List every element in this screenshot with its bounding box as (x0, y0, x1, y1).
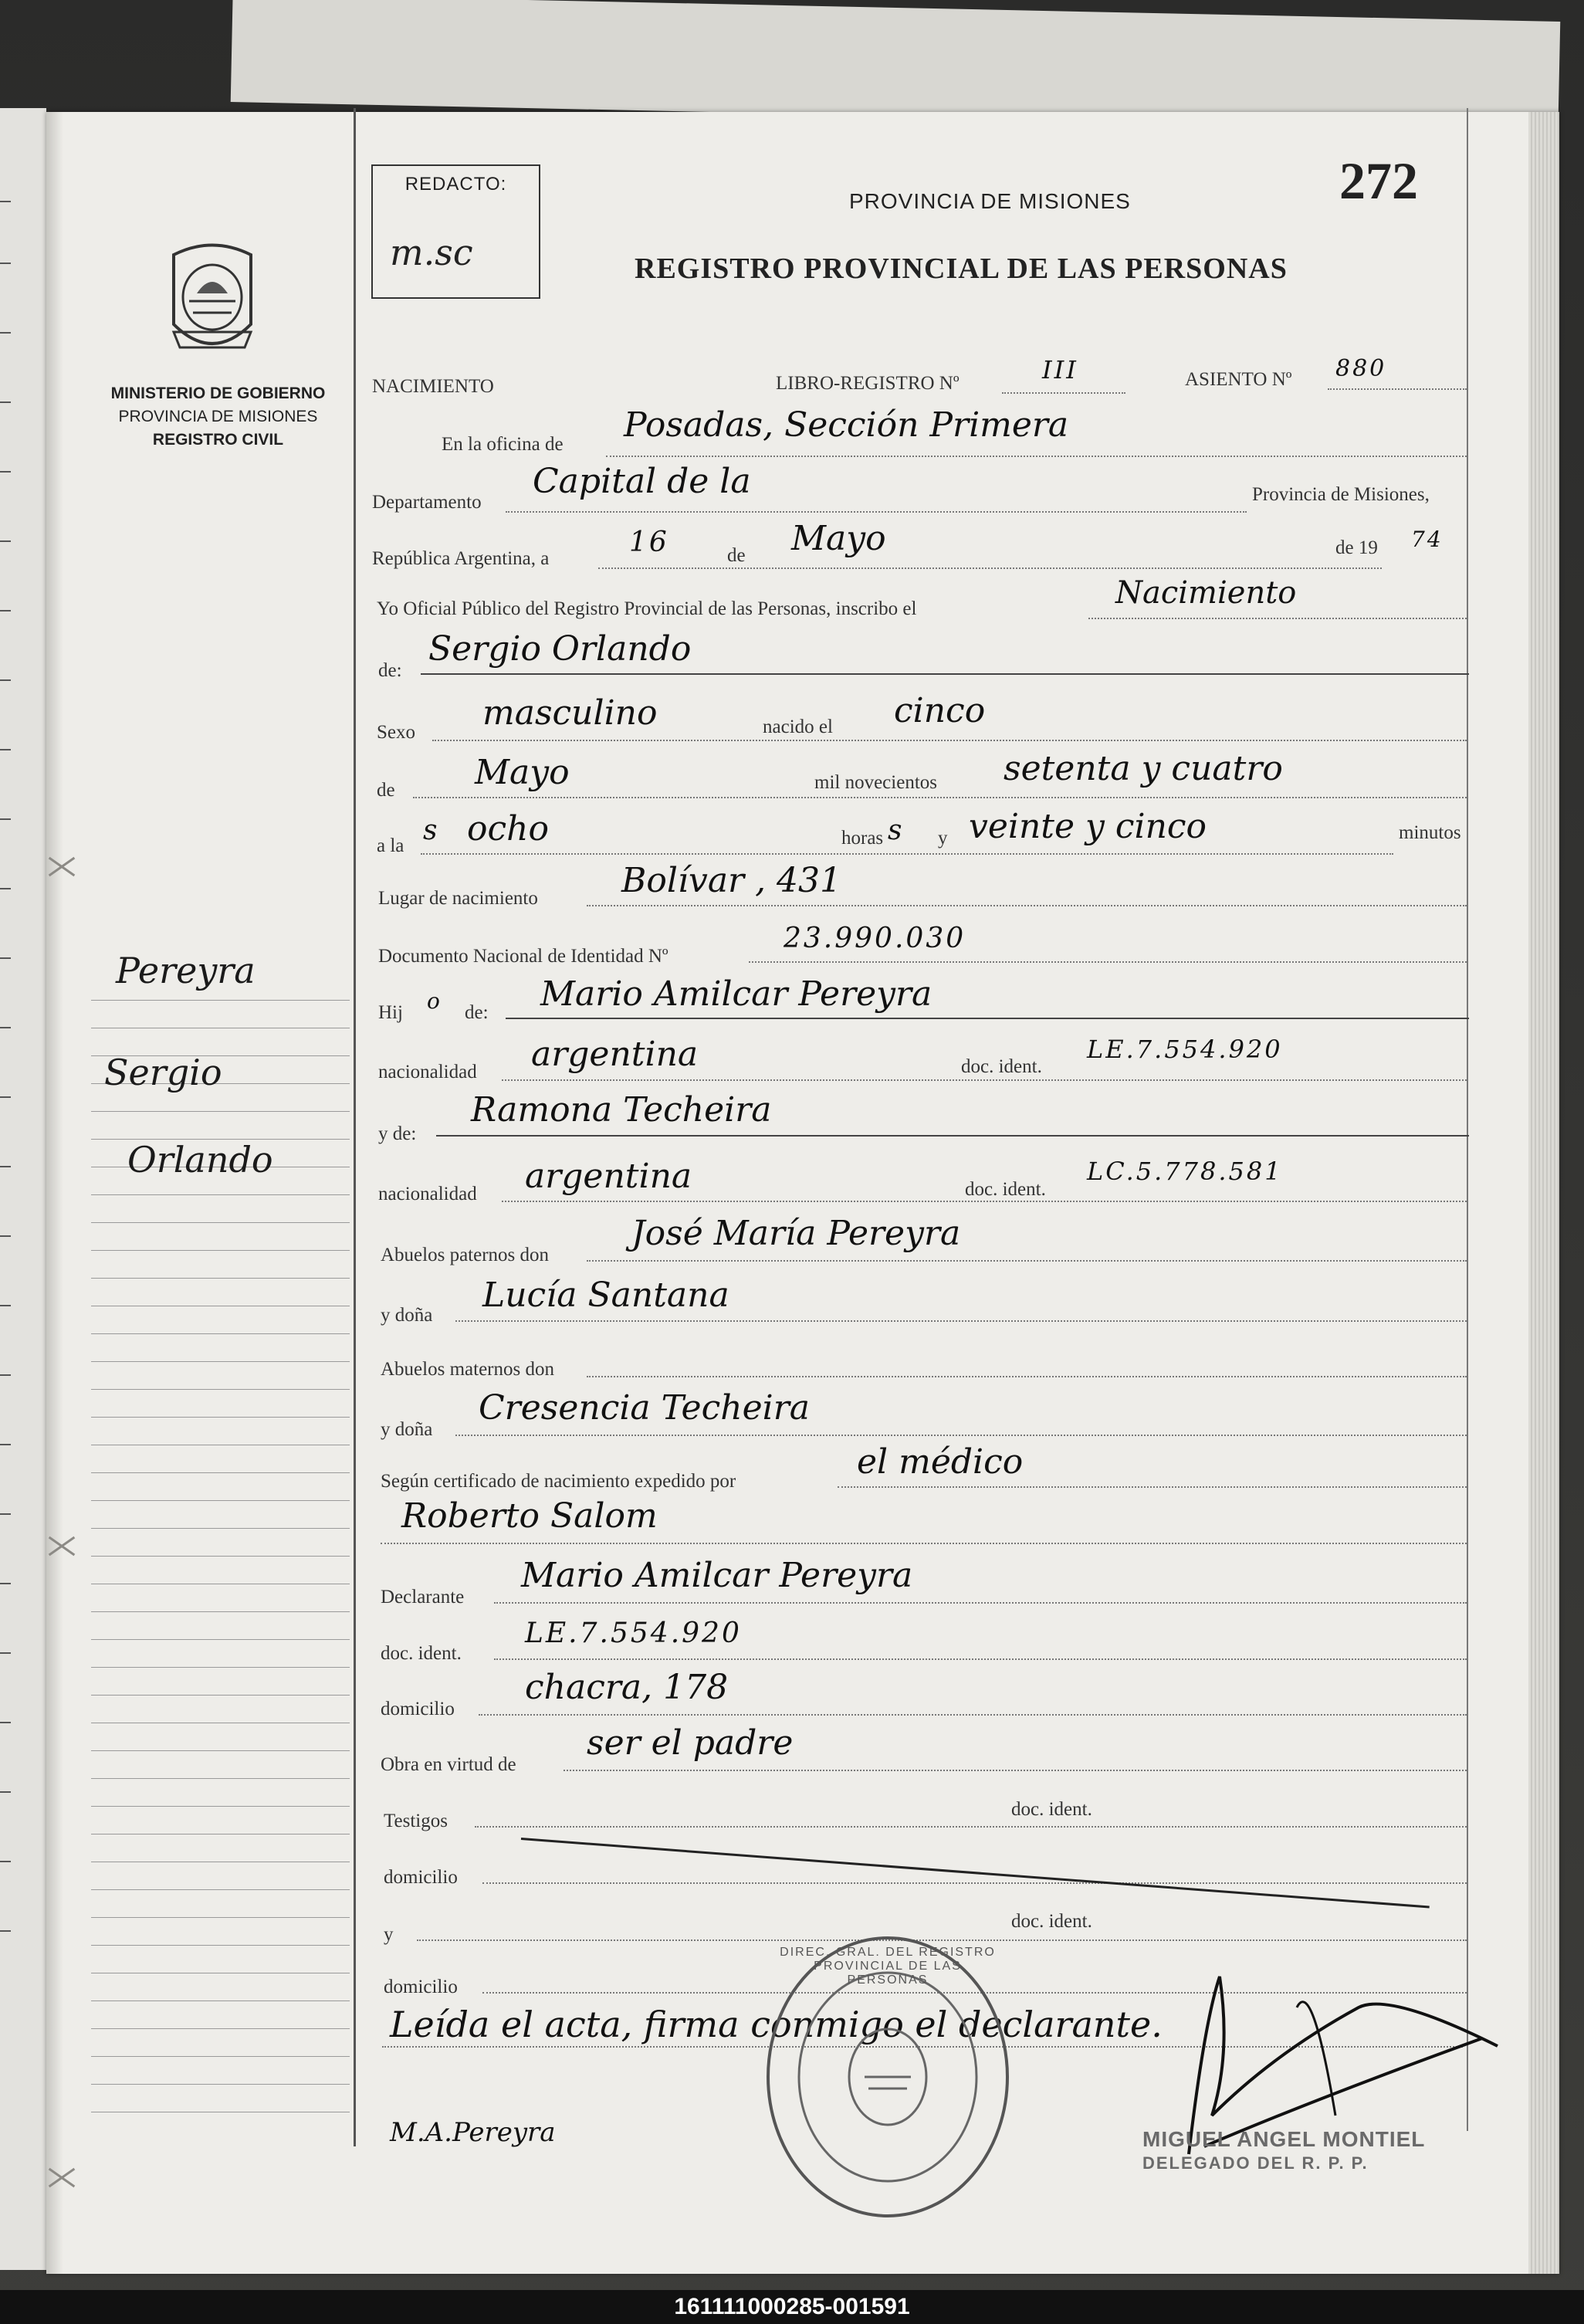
left-facing-page (0, 108, 46, 2270)
libro-label: LIBRO-REGISTRO Nº (776, 373, 960, 394)
oficina-label: En la oficina de (442, 434, 564, 455)
redacto-label: REDACTO: (404, 174, 507, 195)
doc-testigo-2-label: doc. ident. (1011, 1911, 1092, 1932)
doc-2-value: LC.5.778.581 (1087, 1157, 1283, 1186)
margin-ruled-line (91, 1667, 350, 1668)
dni-value: 23.990.030 (784, 923, 966, 954)
lugar-value: Bolívar , 431 (621, 861, 842, 900)
binding-stitch (39, 1534, 85, 1557)
registry-title: REGISTRO PROVINCIAL DE LAS PERSONAS (635, 252, 1288, 285)
margin-ruled-line (91, 1611, 350, 1612)
delegate-title: DELEGADO DEL R. P. P. (1142, 2153, 1369, 2173)
sexo-value: masculino (482, 693, 658, 733)
domicilio-value: chacra, 178 (525, 1668, 729, 1707)
segun-value: el médico (857, 1442, 1024, 1482)
mes-nacimiento-value: Mayo (475, 753, 570, 792)
anio-prefix: de 19 (1335, 537, 1378, 558)
abuelos-maternos-label: Abuelos maternos don (381, 1359, 554, 1380)
margin-ruled-line (91, 1222, 350, 1223)
hijo-gender: o (427, 988, 440, 1014)
margin-first-name: Sergio (104, 1052, 222, 1093)
y-dona-1-label: y doña (381, 1305, 433, 1326)
horas-s: s (888, 815, 902, 846)
de-label: de (727, 545, 746, 566)
provincia-suffix: Provincia de Misiones, (1252, 484, 1430, 505)
nacionalidad-2-value: argentina (525, 1157, 692, 1196)
padre-value: Mario Amilcar Pereyra (540, 974, 932, 1014)
page-edge (1528, 112, 1559, 2274)
margin-ruled-line (91, 1000, 350, 1001)
delegate-name: MIGUEL ANGEL MONTIEL (1142, 2127, 1426, 2151)
right-border-line (1467, 108, 1468, 2131)
redacto-box (371, 164, 540, 299)
margin-ruled-line (91, 1528, 350, 1529)
abuelos-paternos-label: Abuelos paternos don (381, 1245, 550, 1265)
doc-2-label: doc. ident. (965, 1179, 1046, 1200)
oficial-value: Nacimiento (1115, 575, 1297, 611)
nacido-dia-value: cinco (894, 691, 986, 730)
nacionalidad-1-value: argentina (531, 1035, 699, 1074)
dia-value: 16 (629, 527, 669, 558)
binding-stitch (39, 2166, 85, 2189)
declarante-value: Mario Amilcar Pereyra (521, 1556, 913, 1595)
margin-ruled-line (91, 2056, 350, 2057)
nacido-label: nacido el (763, 717, 833, 737)
abuelo-paterno-value: José María Pereyra (631, 1214, 961, 1253)
minutos-value: veinte y cinco (969, 807, 1207, 846)
anio-letras-value: setenta y cuatro (1004, 749, 1283, 788)
a-la-label: a la (377, 835, 404, 856)
registered-name: Sergio Orlando (428, 629, 692, 669)
domicilio-label: domicilio (381, 1699, 455, 1719)
dni-label: Documento Nacional de Identidad Nº (378, 946, 668, 967)
doc-1-value: LE.7.554.920 (1087, 1035, 1283, 1064)
lugar-label: Lugar de nacimiento (378, 888, 538, 909)
margin-ruled-line (91, 1889, 350, 1890)
de-label-2: de (377, 780, 395, 801)
ministry-line1: MINISTERIO DE GOBIERNO (110, 385, 326, 402)
province-header: PROVINCIA DE MISIONES (849, 189, 1131, 213)
nacionalidad-1-label: nacionalidad (378, 1062, 477, 1082)
ministry-block (85, 382, 351, 452)
margin-ruled-line (91, 1945, 350, 1946)
margin-ruled-line (91, 1333, 350, 1334)
declarant-signature: M.A.Pereyra (390, 2117, 556, 2148)
y-de-label: y de: (378, 1123, 417, 1144)
abuela-paterna-value: Lucía Santana (482, 1275, 729, 1315)
obra-value: ser el padre (587, 1723, 794, 1763)
a-la-s: s (423, 815, 438, 846)
departamento-label: Departamento (372, 492, 482, 513)
hora-value: ocho (467, 809, 549, 849)
margin-ruled-line (91, 2084, 350, 2085)
doc-testigo-1-label: doc. ident. (1011, 1799, 1092, 1820)
margin-ruled-line (91, 1917, 350, 1918)
libro-value: III (1042, 355, 1078, 385)
doc-1-label: doc. ident. (961, 1056, 1042, 1077)
margin-ruled-line (91, 1250, 350, 1251)
minutos-label: minutos (1399, 822, 1461, 843)
testigos-label: Testigos (384, 1811, 448, 1831)
margin-ruled-line (91, 1194, 350, 1195)
delegate-stamp (1142, 2127, 1444, 2173)
margin-divider-line (354, 108, 356, 2146)
coat-of-arms-seal-icon (158, 239, 266, 363)
mil-label: mil novecientos (814, 772, 937, 793)
margin-ruled-line (91, 1556, 350, 1557)
margin-ruled-line (91, 1389, 350, 1390)
margin-ruled-line (91, 1472, 350, 1473)
underlying-sheet (231, 0, 1561, 130)
mes-value: Mayo (791, 519, 886, 558)
oficial-text: Yo Oficial Público del Registro Provincial de las Personas, inscribo el (377, 598, 917, 619)
binding-stitch (39, 855, 85, 878)
margin-ruled-line (91, 1111, 350, 1112)
margin-ruled-line (91, 1695, 350, 1696)
nacionalidad-2-label: nacionalidad (378, 1184, 477, 1204)
margin-ruled-line (91, 2000, 350, 2001)
margin-middle-name: Orlando (127, 1139, 273, 1181)
departamento-value: Capital de la (533, 462, 751, 501)
round-stamp-text: DIREC. GRAL. DEL REGISTRO PROVINCIAL DE LAS PERSONAS (780, 1946, 996, 1987)
margin-ruled-line (91, 2028, 350, 2029)
margin-ruled-line (91, 1361, 350, 1362)
doc-declarante-value: LE.7.554.920 (525, 1618, 742, 1649)
binding-edge (46, 112, 63, 2274)
segun-label: Según certificado de nacimiento expedido por (381, 1471, 736, 1492)
image-id-footer: 161111000285-001591 (0, 2290, 1584, 2324)
oficina-value: Posadas, Sección Primera (624, 405, 1069, 445)
y-dona-2-label: y doña (381, 1419, 433, 1440)
ministry-line2: PROVINCIA DE MISIONES (118, 408, 318, 425)
abuela-materna-value: Cresencia Techeira (479, 1388, 810, 1428)
y-testigo-label: y (384, 1924, 394, 1945)
act-type-label: NACIMIENTO (372, 376, 494, 397)
horas-label: horas (841, 828, 884, 849)
asiento-label: ASIENTO Nº (1185, 369, 1292, 390)
margin-ruled-line (91, 1500, 350, 1501)
redacto-initials: m.sc (390, 232, 473, 273)
obra-label: Obra en virtud de (381, 1754, 516, 1775)
asiento-value: 880 (1335, 355, 1387, 382)
madre-value: Ramona Techeira (471, 1090, 772, 1130)
republica-label: República Argentina, a (372, 548, 550, 569)
y-label: y (938, 828, 948, 849)
margin-surname: Pereyra (116, 950, 256, 991)
closing-statement: Leída el acta, firma conmigo el declarante. (390, 2004, 1163, 2045)
hijo-de-label: de: (465, 1002, 489, 1023)
margin-ruled-line (91, 1778, 350, 1779)
de-colon-label: de: (378, 660, 402, 681)
declarante-label: Declarante (381, 1587, 465, 1607)
anio-value: 74 (1411, 527, 1444, 552)
margin-ruled-line (91, 1278, 350, 1279)
dom-testigo-1-label: domicilio (384, 1867, 458, 1888)
ministry-line3: REGISTRO CIVIL (152, 431, 284, 449)
sexo-label: Sexo (377, 722, 415, 743)
margin-ruled-line (91, 1417, 350, 1418)
dom-testigo-2-label: domicilio (384, 1977, 458, 1997)
margin-ruled-line (91, 1750, 350, 1751)
margin-ruled-line (91, 1806, 350, 1807)
hijo-label: Hij (378, 1002, 403, 1023)
doc-declarante-label: doc. ident. (381, 1643, 462, 1664)
medico-value: Roberto Salom (401, 1496, 658, 1536)
folio-number: 272 (1339, 151, 1418, 210)
margin-ruled-line (91, 1639, 350, 1640)
